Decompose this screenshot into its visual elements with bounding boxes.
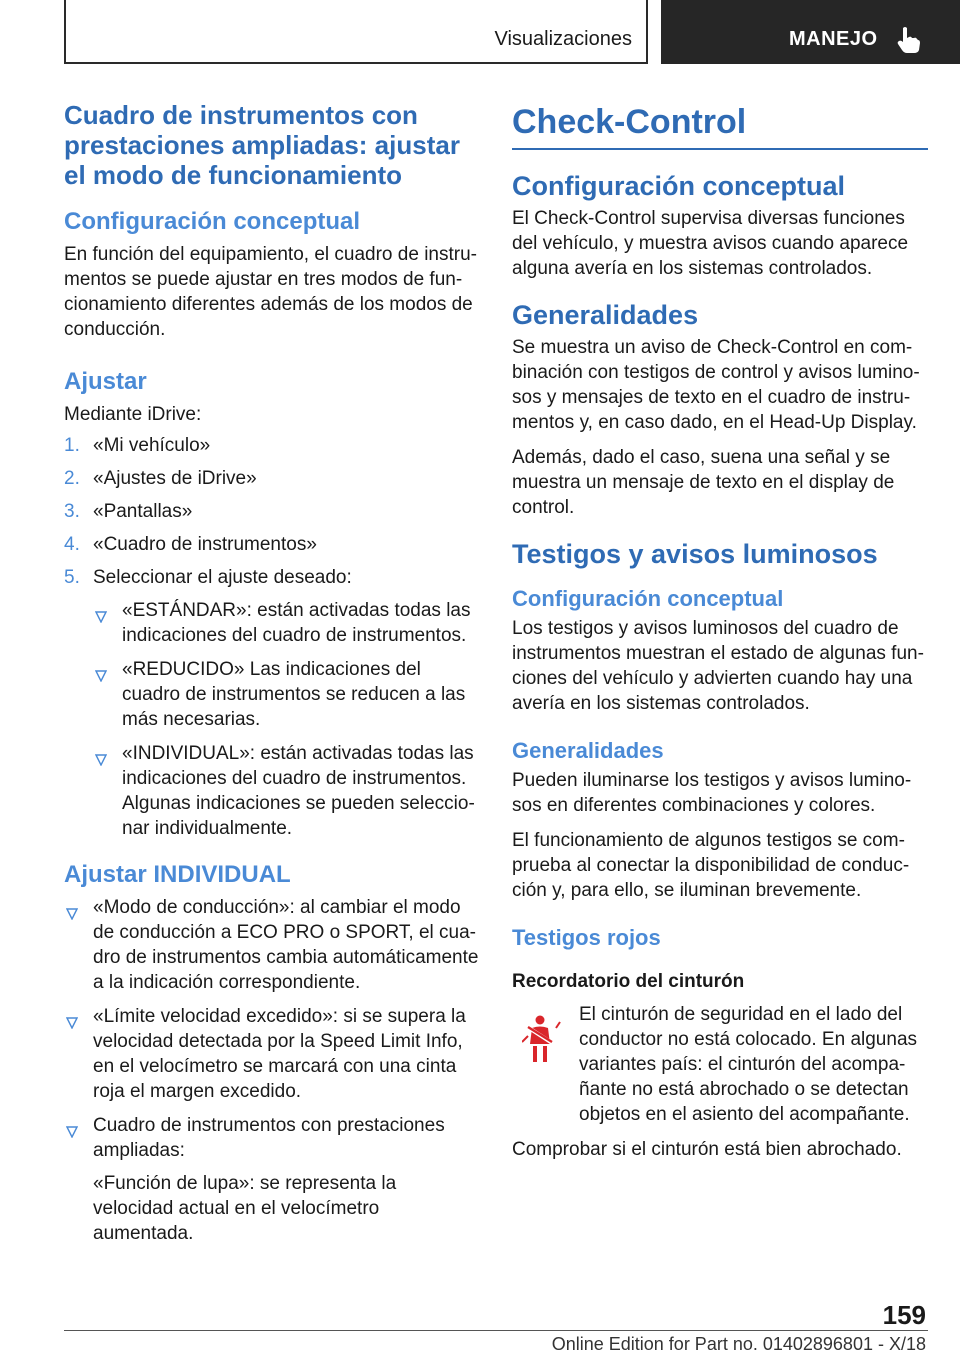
list-item: «Límite velocidad excedido»: si se supera la velocidad detectada por la Speed Limit Info, en el velocímetro se marcará con una cinta roja el margen excedido. <box>64 1004 479 1104</box>
list-item: «REDUCIDO» Las indicaciones del cuadro de instrumentos se reducen a las más necesarias. <box>93 657 479 732</box>
page-header <box>0 0 960 66</box>
lights-concept-heading: Configuración conceptual <box>512 586 784 611</box>
list-item: «ESTÁNDAR»: están activadas todas las indicaciones del cuadro de instrumentos. <box>93 598 479 648</box>
triangle-bullet-icon <box>95 748 107 773</box>
triangle-bullet-icon <box>95 605 107 630</box>
check-control-title: Check-Control <box>512 100 928 150</box>
list-item: 4. «Cuadro de instrumentos» <box>64 534 317 555</box>
chapter-tab <box>661 0 960 64</box>
triangle-bullet-icon <box>66 1011 78 1036</box>
ajustar-steps <box>64 433 479 841</box>
right-column <box>512 100 928 1172</box>
belt-block <box>512 1002 928 1127</box>
general-text-2: Además, dado el caso, suena una señal y se muestra un mensaje de texto en el display de control. <box>512 447 895 518</box>
ajustar-heading: Ajustar <box>64 368 147 395</box>
individual-heading: Ajustar INDIVIDUAL <box>64 861 291 888</box>
footer-divider <box>64 1330 928 1331</box>
general-text-1: Se muestra un aviso de Check-Control en combinación con testigos de control y avisos luminosos y mensajes de texto en el cuadro de instrumentos y, en caso dado, en el Head-Up Display. <box>512 337 920 433</box>
left-title: Cuadro de instrumentos con prestaciones ampliadas: ajustar el modo de funcionamiento <box>64 100 460 190</box>
lights-general-text-2: El funcionamiento de algunos testigos se comprueba al conectar la disponibilidad de conducción y, para ello, se iluminan brevemente. <box>512 830 910 901</box>
ajustar-intro: Mediante iDrive: <box>64 404 202 425</box>
section-tab-label: Visualizaciones <box>494 28 632 50</box>
belt-text: El cinturón de seguridad en el lado del conductor no está colocado. En algunas variantes país: el cinturón del acompañante no está abrochado o se detectan objetos en el asiento del acompañante. <box>579 1004 918 1125</box>
lights-concept-text: Los testigos y avisos luminosos del cuadro de instrumentos muestran el estado de algunas funciones del vehículo y advierten cuando hay una avería en los sistemas controlados. <box>512 618 924 714</box>
page-number: 159 <box>882 1300 926 1330</box>
lights-general-heading: Generalidades <box>512 738 664 763</box>
general-heading: Generalidades <box>512 300 699 330</box>
belt-heading: Recordatorio del cinturón <box>512 971 745 992</box>
section-tab <box>64 0 648 64</box>
list-item: 3. «Pantallas» <box>64 501 193 522</box>
belt-action: Comprobar si el cinturón está bien abrochado. <box>512 1139 902 1160</box>
pointing-hand-icon <box>895 26 921 59</box>
lights-general-text-1: Pueden iluminarse los testigos y avisos luminosos en diferentes combinaciones y colores. <box>512 770 912 816</box>
red-lights-heading: Testigos rojos <box>512 925 661 950</box>
chapter-tab-label: MANEJO <box>789 28 878 50</box>
individual-items <box>64 895 479 1246</box>
triangle-bullet-icon <box>95 664 107 689</box>
step5-options <box>93 598 479 841</box>
list-item: «INDIVIDUAL»: están activadas todas las indicaciones del cuadro de instrumentos. Algunas indicaciones se pueden seleccionar individualmente. <box>93 741 479 841</box>
list-item: 1. «Mi vehículo» <box>64 435 211 456</box>
footer-edition: Online Edition for Part no. 01402896801 - X/18 <box>551 1334 926 1354</box>
list-item: 2. «Ajustes de iDrive» <box>64 468 257 489</box>
list-item: «Modo de conducción»: al cambiar el modo de conducción a ECO PRO o SPORT, el cuadro de instrumentos cambia automáticamente a la indicación correspondiente. <box>64 895 479 995</box>
list-item: Cuadro de instrumentos con prestaciones ampliadas: «Función de lupa»: se representa la velocidad actual en el velocímetro aumentada. <box>64 1113 479 1246</box>
triangle-bullet-icon <box>66 902 78 927</box>
triangle-bullet-icon <box>66 1120 78 1145</box>
lights-heading: Testigos y avisos luminosos <box>512 539 878 569</box>
list-item: 5. Seleccionar el ajuste deseado: «ESTÁNDAR»: están activadas todas las indicaciones del cuadro de instrumentos. «REDUCIDO» Las indicaciones del cuadro de instrumentos se reducen a las más necesarias. «INDIVIDUAL»: están activadas todas las indicaciones del cuadro de instrumentos. Algunas indicaciones se pueden seleccionar individualmente. <box>64 565 479 841</box>
left-column <box>64 100 479 1255</box>
seatbelt-warning-icon <box>522 1014 562 1071</box>
left-concept-heading: Configuración conceptual <box>64 208 361 235</box>
right-concept-text: El Check-Control supervisa diversas funciones del vehículo, y muestra avisos cuando aparece alguna avería en los sistemas controlados. <box>512 208 909 279</box>
individual-item3-extra: «Función de lupa»: se representa la velocidad actual en el velocímetro aumentada. <box>93 1173 397 1244</box>
right-concept-heading: Configuración conceptual <box>512 171 846 201</box>
left-concept-text: En función del equipamiento, el cuadro de instrumentos se puede ajustar en tres modos de funcionamiento diferentes además de los modos de conducción. <box>64 244 477 340</box>
